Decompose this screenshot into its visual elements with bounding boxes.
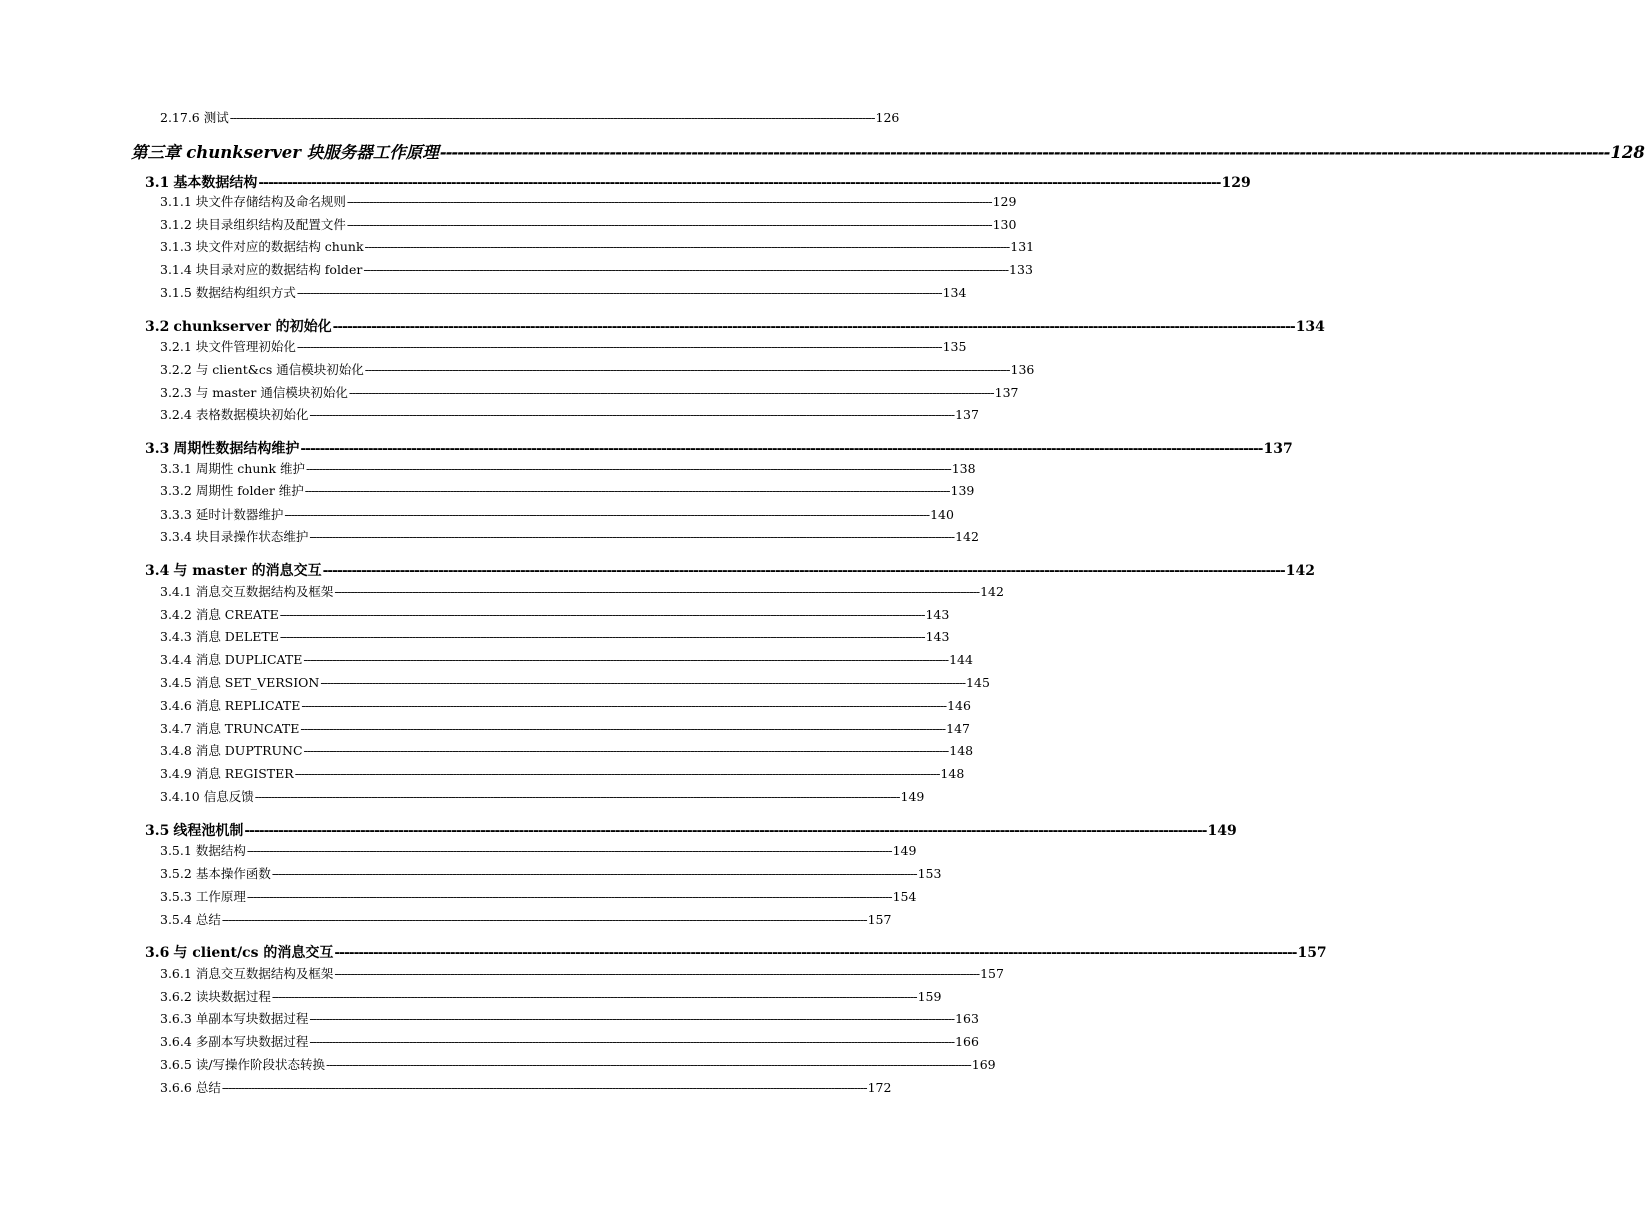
toc-entry-page-number: 172 <box>867 1080 892 1095</box>
dot-leader: -------------------------------------------------------------------------------------------------------------------------------------------------------------------------------------------------------- <box>332 319 1295 335</box>
dot-leader: -------------------------------------------------------------------------------------------------------------------------------------------------------------------------------------------------------- <box>304 483 950 498</box>
toc-entry-title: 块文件管理初始化 <box>195 339 296 354</box>
toc-entry-page-number: 142 <box>980 584 1004 599</box>
toc-entry-page-number: 135 <box>942 339 967 354</box>
toc-entry-title: 块目录操作状态维护 <box>195 529 309 544</box>
dot-leader: -------------------------------------------------------------------------------------------------------------------------------------------------------------------------------------------------------- <box>279 629 925 644</box>
toc-entry-page-number: 126 <box>875 110 900 125</box>
dot-leader: -------------------------------------------------------------------------------------------------------------------------------------------------------------------------------------------------------- <box>221 1080 867 1095</box>
toc-entry-page-number: 159 <box>917 989 942 1004</box>
toc-entry[interactable] <box>160 527 979 547</box>
toc-entry-title: 表格数据模块初始化 <box>195 407 309 422</box>
toc-entry[interactable] <box>160 764 965 784</box>
toc-entry-page-number: 144 <box>949 652 973 667</box>
toc-entry-title: 数据结构组织方式 <box>195 285 296 300</box>
toc-entry-label <box>160 283 296 301</box>
toc-entry-page-number: 148 <box>940 766 965 781</box>
toc-entry-label <box>160 719 299 737</box>
toc-entry[interactable] <box>160 405 979 425</box>
dot-leader: -------------------------------------------------------------------------------------------------------------------------------------------------------------------------------------------------------- <box>300 721 946 736</box>
toc-entry-number: 3.1.2 <box>160 217 192 232</box>
toc-entry[interactable] <box>160 787 925 807</box>
dot-leader: -------------------------------------------------------------------------------------------------------------------------------------------------------------------------------------------------------- <box>348 385 994 400</box>
dot-leader: -------------------------------------------------------------------------------------------------------------------------------------------------------------------------------------------------------- <box>279 607 925 622</box>
toc-entry-number: 3.5.1 <box>160 843 192 858</box>
toc-entry-title: 读块数据过程 <box>195 989 271 1004</box>
toc-entry-page-number: 134 <box>942 285 967 300</box>
toc-entry[interactable] <box>160 108 900 128</box>
toc-entry-title: 与 client&cs 通信模块初始化 <box>195 362 364 377</box>
toc-entry[interactable] <box>160 964 1004 984</box>
toc-entry-number: 3.5.2 <box>160 866 192 881</box>
toc-entry-label <box>160 650 302 668</box>
toc-entry[interactable] <box>145 316 1325 338</box>
toc-entry-number: 3.5.3 <box>160 889 192 904</box>
toc-entry-number: 3.4.1 <box>160 584 192 599</box>
toc-entry-title: 信息反馈 <box>203 789 254 804</box>
dot-leader: -------------------------------------------------------------------------------------------------------------------------------------------------------------------------------------------------------- <box>306 461 951 476</box>
toc-entry-title: 块文件存储结构及命名规则 <box>195 194 346 209</box>
toc-entry-label <box>160 192 346 210</box>
toc-entry-title: 块目录对应的数据结构 folder <box>195 262 363 277</box>
toc-entry-number: 3.6.6 <box>160 1080 192 1095</box>
dot-leader: -------------------------------------------------------------------------------------------------------------------------------------------------------------------------------------------------------- <box>244 823 1207 839</box>
toc-entry[interactable] <box>160 741 974 761</box>
toc-entry-label <box>160 505 283 523</box>
toc-entry-number: 3.3.4 <box>160 529 192 544</box>
toc-entry-title: 消息交互数据结构及框架 <box>195 584 334 599</box>
toc-entry[interactable] <box>160 237 1035 257</box>
dot-leader: -------------------------------------------------------------------------------------------------------------------------------------------------------------------------------------------------------- <box>309 1034 955 1049</box>
dot-leader: -------------------------------------------------------------------------------------------------------------------------------------------------------------------------------------------------------- <box>271 866 917 881</box>
toc-entry[interactable] <box>160 719 970 739</box>
toc-entry-title: 数据结构 <box>195 843 246 858</box>
toc-entry[interactable] <box>160 192 1017 212</box>
toc-entry-number: 3.4.3 <box>160 629 192 644</box>
toc-entry-label <box>160 964 333 982</box>
toc-entry-page-number: 149 <box>1207 823 1237 839</box>
toc-entry-number: 3.6.4 <box>160 1034 192 1049</box>
toc-entry-number: 3.2 <box>145 319 170 335</box>
toc-entry[interactable] <box>131 139 1645 163</box>
toc-entry-title: 第三章 chunkserver 块服务器工作原理 <box>131 143 439 162</box>
toc-entry-number: 3.6.1 <box>160 966 192 981</box>
toc-entry-number: 3.3 <box>145 441 170 457</box>
toc-entry[interactable] <box>160 582 1004 602</box>
toc-entry-label <box>160 1009 308 1027</box>
dot-leader: -------------------------------------------------------------------------------------------------------------------------------------------------------------------------------------------------------- <box>363 262 1009 277</box>
dot-leader: -------------------------------------------------------------------------------------------------------------------------------------------------------------------------------------------------------- <box>300 441 1263 457</box>
toc-entry[interactable] <box>160 505 954 525</box>
toc-entry-number: 3.4 <box>145 563 170 579</box>
dot-leader: -------------------------------------------------------------------------------------------------------------------------------------------------------------------------------------------------------- <box>334 584 980 599</box>
toc-entry-label <box>160 605 279 623</box>
toc-entry[interactable] <box>145 438 1293 460</box>
toc-entry-label <box>160 887 246 905</box>
toc-entry-number: 3.4.7 <box>160 721 192 736</box>
toc-entry-number: 3.1.4 <box>160 262 192 277</box>
toc-entry-label <box>160 108 229 126</box>
dot-leader: -------------------------------------------------------------------------------------------------------------------------------------------------------------------------------------------------------- <box>322 563 1285 579</box>
toc-entry-title: 消息 DELETE <box>195 629 279 644</box>
toc-entry-page-number: 137 <box>1263 441 1293 457</box>
dot-leader: -------------------------------------------------------------------------------------------------------------------------------------------------------------------------------------------------------- <box>294 766 940 781</box>
toc-entry-label <box>160 337 296 355</box>
toc-entry-number: 3.3.3 <box>160 507 192 522</box>
toc-entry[interactable] <box>160 1078 892 1098</box>
toc-entry[interactable] <box>160 841 917 861</box>
toc-entry-label <box>160 764 294 782</box>
toc-entry-label <box>160 383 348 401</box>
toc-entry-label <box>131 139 439 163</box>
toc-entry-label <box>160 987 271 1005</box>
toc-entry-title: 工作原理 <box>195 889 246 904</box>
toc-entry[interactable] <box>145 172 1251 194</box>
toc-entry[interactable] <box>160 910 892 930</box>
toc-entry-label <box>145 172 257 192</box>
toc-entry[interactable] <box>160 1032 979 1052</box>
toc-entry-title: 总结 <box>195 1080 221 1095</box>
dot-leader: -------------------------------------------------------------------------------------------------------------------------------------------------------------------------------------------------------- <box>334 966 980 981</box>
toc-entry-number: 3.5 <box>145 823 170 839</box>
toc-entry-page-number: 140 <box>930 507 954 522</box>
toc-entry-title: 周期性数据结构维护 <box>173 441 300 457</box>
toc-entry-title: 基本操作函数 <box>195 866 271 881</box>
toc-entry-title: 消息 DUPTRUNC <box>195 743 303 758</box>
toc-entry-label <box>160 360 364 378</box>
toc-entry-label <box>160 582 333 600</box>
toc-entry-title: 与 client/cs 的消息交互 <box>173 945 334 961</box>
toc-entry[interactable] <box>160 605 950 625</box>
toc-entry-page-number: 163 <box>955 1011 979 1026</box>
toc-entry-title: 与 master 的消息交互 <box>173 563 322 579</box>
toc-entry-page-number: 148 <box>949 743 974 758</box>
toc-entry-page-number: 169 <box>971 1057 996 1072</box>
dot-leader: -------------------------------------------------------------------------------------------------------------------------------------------------------------------------------------------------------- <box>246 843 892 858</box>
dot-leader: -------------------------------------------------------------------------------------------------------------------------------------------------------------------------------------------------------- <box>364 362 1010 377</box>
toc-entry-label <box>160 1055 325 1073</box>
toc-entry-page-number: 146 <box>947 698 971 713</box>
toc-entry-label <box>160 527 308 545</box>
toc-entry-title: 读/写操作阶段状态转换 <box>195 1057 326 1072</box>
toc-entry-number: 3.4.5 <box>160 675 192 690</box>
toc-entry[interactable] <box>160 887 917 907</box>
dot-leader: -------------------------------------------------------------------------------------------------------------------------------------------------------------------------------------------------------- <box>246 889 892 904</box>
toc-entry[interactable] <box>160 696 971 716</box>
toc-entry-number: 3.2.1 <box>160 339 192 354</box>
toc-entry-number: 3.1.5 <box>160 285 192 300</box>
toc-entry-number: 3.5.4 <box>160 912 192 927</box>
toc-entry-number: 3.1 <box>145 175 170 191</box>
dot-leader: -------------------------------------------------------------------------------------------------------------------------------------------------------------------------------------------------------- <box>334 945 1297 961</box>
dot-leader: -------------------------------------------------------------------------------------------------------------------------------------------------------------------------------------------------------- <box>303 652 949 667</box>
toc-entry[interactable] <box>160 673 990 693</box>
toc-entry-label <box>160 237 364 255</box>
toc-entry[interactable] <box>160 650 973 670</box>
toc-entry-page-number: 166 <box>955 1034 979 1049</box>
dot-leader: -------------------------------------------------------------------------------------------------------------------------------------------------------------------------------------------------------- <box>320 675 966 690</box>
toc-entry[interactable] <box>145 942 1327 964</box>
toc-entry-label <box>145 942 333 962</box>
toc-entry-label <box>160 481 304 499</box>
toc-entry[interactable] <box>160 360 1035 380</box>
toc-entry-page-number: 142 <box>955 529 979 544</box>
toc-entry-title: 测试 <box>203 110 229 125</box>
dot-leader: -------------------------------------------------------------------------------------------------------------------------------------------------------------------------------------------------------- <box>326 1057 971 1072</box>
dot-leader: -------------------------------------------------------------------------------------------------------------------------------------------------------------------------------------------------------- <box>254 789 900 804</box>
toc-entry[interactable] <box>160 864 942 884</box>
toc-entry[interactable] <box>145 820 1237 842</box>
toc-entry-page-number: 129 <box>1221 175 1251 191</box>
toc-entry-page-number: 136 <box>1010 362 1035 377</box>
toc-entry[interactable] <box>160 215 1017 235</box>
toc-entry-number: 3.4.8 <box>160 743 192 758</box>
toc-entry-page-number: 143 <box>925 607 950 622</box>
toc-entry-number: 3.4.9 <box>160 766 192 781</box>
toc-entry-title: 延时计数器维护 <box>195 507 284 522</box>
toc-entry-number: 3.2.3 <box>160 385 192 400</box>
toc-entry-page-number: 145 <box>966 675 990 690</box>
toc-entry-page-number: 128 <box>1610 143 1645 162</box>
toc-entry-label <box>160 1032 308 1050</box>
toc-entry-title: 周期性 folder 维护 <box>195 483 304 498</box>
toc-entry-label <box>160 841 246 859</box>
toc-entry-page-number: 131 <box>1010 239 1035 254</box>
toc-entry[interactable] <box>160 987 942 1007</box>
dot-leader: -------------------------------------------------------------------------------------------------------------------------------------------------------------------------------------------------------- <box>301 698 947 713</box>
toc-entry-title: 消息 CREATE <box>195 607 279 622</box>
toc-entry-title: 消息交互数据结构及框架 <box>195 966 334 981</box>
toc-entry-title: 消息 REGISTER <box>195 766 294 781</box>
toc-entry-title: 与 master 通信模块初始化 <box>195 385 348 400</box>
dot-leader: -------------------------------------------------------------------------------------------------------------------------------------------------------------------------------------------------------- <box>296 285 942 300</box>
toc-entry-label <box>160 459 305 477</box>
toc-entry-page-number: 134 <box>1295 319 1325 335</box>
toc-entry-page-number: 137 <box>994 385 1019 400</box>
toc-entry-label <box>160 910 221 928</box>
toc-entry[interactable] <box>160 481 975 501</box>
dot-leader: -------------------------------------------------------------------------------------------------------------------------------------------------------------------------------------------------------- <box>309 1011 955 1026</box>
dot-leader: -------------------------------------------------------------------------------------------------------------------------------------------------------------------------------------------------------- <box>303 743 949 758</box>
toc-entry-label <box>160 1078 221 1096</box>
dot-leader: -------------------------------------------------------------------------------------------------------------------------------------------------------------------------------------------------------- <box>229 110 875 125</box>
toc-entry[interactable] <box>160 1055 996 1075</box>
toc-entry[interactable] <box>160 1009 979 1029</box>
toc-entry-page-number: 137 <box>955 407 979 422</box>
toc-entry-number: 3.6 <box>145 945 170 961</box>
toc-entry[interactable] <box>160 283 967 303</box>
dot-leader: -------------------------------------------------------------------------------------------------------------------------------------------------------------------------------------------------------- <box>364 239 1010 254</box>
toc-entry-label <box>160 864 271 882</box>
toc-entry-page-number: 129 <box>992 194 1017 209</box>
toc-entry-label <box>145 316 332 336</box>
toc-entry[interactable] <box>160 459 976 479</box>
toc-entry-number: 3.4.2 <box>160 607 192 622</box>
toc-entry-page-number: 153 <box>917 866 942 881</box>
dot-leader: -------------------------------------------------------------------------------------------------------------------------------------------------------------------------------------------------------- <box>258 175 1221 191</box>
toc-entry-number: 3.6.2 <box>160 989 192 1004</box>
dot-leader: -------------------------------------------------------------------------------------------------------------------------------------------------------------------------------------------------------- <box>296 339 942 354</box>
toc-entry-label <box>160 405 308 423</box>
toc-entry-page-number: 130 <box>992 217 1017 232</box>
toc-entry-page-number: 157 <box>1297 945 1327 961</box>
toc-entry-page-number: 154 <box>892 889 917 904</box>
toc-entry-label <box>160 627 279 645</box>
toc-entry-page-number: 147 <box>946 721 970 736</box>
dot-leader: -------------------------------------------------------------------------------------------------------------------------------------------------------------------------------------------------------- <box>309 529 955 544</box>
toc-entry-label <box>160 673 319 691</box>
toc-entry-number: 3.6.5 <box>160 1057 192 1072</box>
toc-entry-label <box>160 215 346 233</box>
toc-entry-number: 3.4.4 <box>160 652 192 667</box>
toc-entry[interactable] <box>160 627 950 647</box>
toc-entry-label <box>160 787 254 805</box>
toc-entry-page-number: 138 <box>951 461 976 476</box>
toc-entry-title: 块文件对应的数据结构 chunk <box>195 239 364 254</box>
toc-entry-number: 3.1.1 <box>160 194 192 209</box>
dot-leader: -------------------------------------------------------------------------------------------------------------------------------------------------------------------------------------------------------- <box>346 217 992 232</box>
toc-entry-title: 总结 <box>195 912 221 927</box>
toc-entry-number: 3.6.3 <box>160 1011 192 1026</box>
toc-entry-title: 消息 DUPLICATE <box>195 652 303 667</box>
toc-entry-label <box>160 260 362 278</box>
toc-entry-number: 3.4.10 <box>160 789 200 804</box>
toc-entry-title: 块目录组织结构及配置文件 <box>195 217 346 232</box>
toc-entry-page-number: 149 <box>892 843 917 858</box>
toc-entry-number: 3.1.3 <box>160 239 192 254</box>
toc-entry-title: 基本数据结构 <box>173 175 258 191</box>
toc-entry-number: 3.3.1 <box>160 461 192 476</box>
toc-entry-label <box>160 741 303 759</box>
toc-entry-page-number: 142 <box>1285 563 1315 579</box>
toc-entry-label <box>145 820 243 840</box>
toc-entry-page-number: 149 <box>900 789 925 804</box>
toc-entry-number: 2.17.6 <box>160 110 200 125</box>
toc-entry-page-number: 139 <box>950 483 975 498</box>
toc-entry-number: 3.2.4 <box>160 407 192 422</box>
toc-entry-number: 3.4.6 <box>160 698 192 713</box>
toc-entry-title: chunkserver 的初始化 <box>173 319 332 335</box>
toc-entry[interactable] <box>145 560 1315 582</box>
toc-entry[interactable] <box>160 260 1033 280</box>
toc-entry-title: 消息 TRUNCATE <box>195 721 300 736</box>
toc-entry-number: 3.2.2 <box>160 362 192 377</box>
toc-entry-label <box>145 560 322 580</box>
toc-entry-title: 周期性 chunk 维护 <box>195 461 305 476</box>
dot-leader: -------------------------------------------------------------------------------------------------------------------------------------------------------------------------------------------------------- <box>221 912 867 927</box>
toc-entry-label <box>160 696 300 714</box>
toc-entry-page-number: 133 <box>1009 262 1033 277</box>
toc-entry-label <box>145 438 299 458</box>
toc-entry-title: 线程池机制 <box>173 823 244 839</box>
toc-entry-title: 消息 REPLICATE <box>195 698 301 713</box>
dot-leader: -------------------------------------------------------------------------------------------------------------------------------------------------------------------------------------------------------- <box>346 194 992 209</box>
dot-leader: -------------------------------------------------------------------------------------------------------------------------------------------------------------------------------------------------------- <box>439 143 1610 162</box>
toc-entry-page-number: 157 <box>867 912 892 927</box>
dot-leader: -------------------------------------------------------------------------------------------------------------------------------------------------------------------------------------------------------- <box>271 989 917 1004</box>
toc-entry-number: 3.3.2 <box>160 483 192 498</box>
toc-entry[interactable] <box>160 383 1019 403</box>
toc-entry-page-number: 157 <box>980 966 1004 981</box>
dot-leader: -------------------------------------------------------------------------------------------------------------------------------------------------------------------------------------------------------- <box>309 407 955 422</box>
toc-entry-title: 单副本写块数据过程 <box>195 1011 309 1026</box>
dot-leader: -------------------------------------------------------------------------------------------------------------------------------------------------------------------------------------------------------- <box>284 507 930 522</box>
toc-entry[interactable] <box>160 337 967 357</box>
toc-entry-title: 消息 SET_VERSION <box>195 675 320 690</box>
toc-entry-page-number: 143 <box>925 629 950 644</box>
toc-entry-title: 多副本写块数据过程 <box>195 1034 309 1049</box>
